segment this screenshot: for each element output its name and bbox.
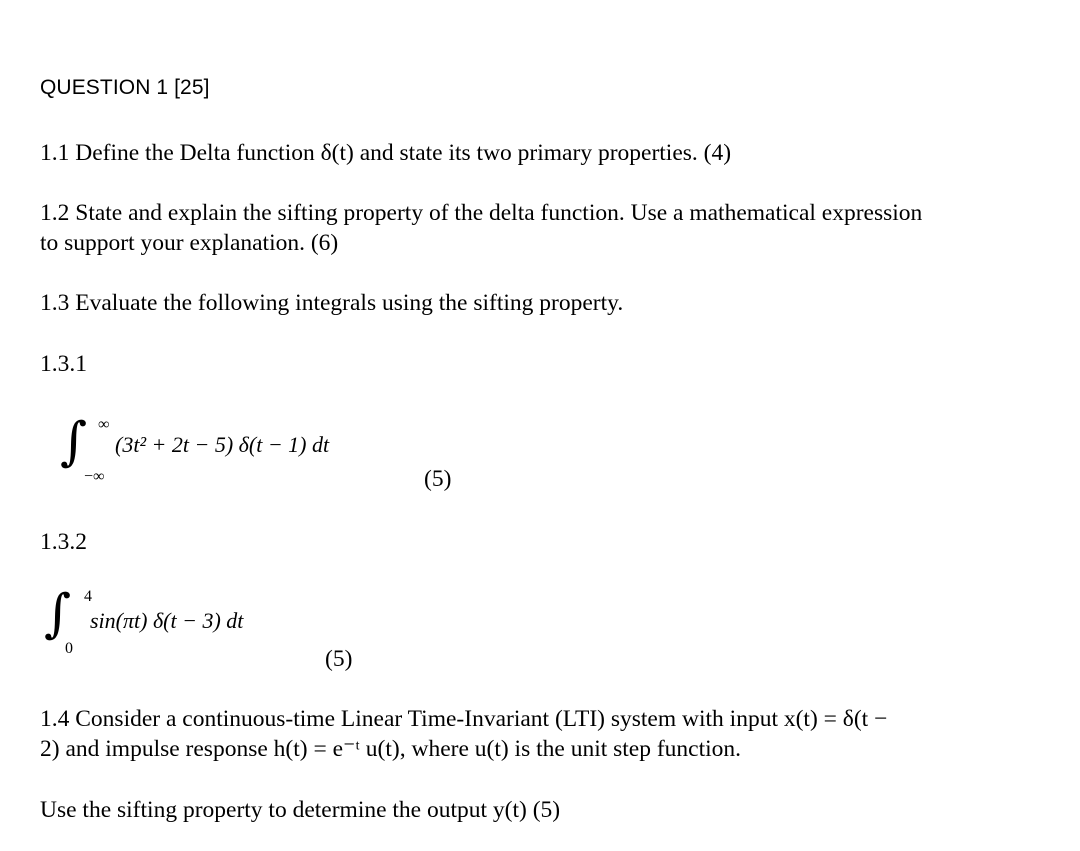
question-1-2-line-2: to support your explanation. (6) — [40, 230, 339, 256]
integrand: sin(πt) δ(t − 3) dt — [90, 608, 244, 633]
integrand: (3t² + 2t − 5) δ(t − 1) dt — [115, 432, 330, 457]
marks-1-3-1: (5) — [424, 466, 452, 492]
question-1-4-line-2: 2) and impulse response h(t) = e⁻ᵗ u(t), where u(t) is the unit step function. — [40, 736, 742, 762]
question-1-3-1-label: 1.3.1 — [40, 351, 87, 377]
question-1-4-line-1: 1.4 Consider a continuous-time Linear Time-Invariant (LTI) system with input x(t) = δ(t − — [40, 706, 888, 732]
question-1-4-instruction: Use the sifting property to determine the output y(t) (5) — [40, 797, 561, 823]
question-1-1: 1.1 Define the Delta function δ(t) and state its two primary properties. (4) — [40, 140, 732, 166]
integral-sign-icon: ∫ — [60, 412, 88, 472]
marks-1-3-2: (5) — [325, 646, 353, 672]
question-1-3: 1.3 Evaluate the following integrals using the sifting property. — [40, 290, 624, 316]
question-1-2-line-1: 1.2 State and explain the sifting property of the delta function. Use a mathematical expression — [40, 200, 923, 226]
integral-upper-limit: ∞ — [98, 416, 110, 433]
integral-lower-limit: 0 — [65, 640, 73, 657]
integral-lower-limit: −∞ — [84, 468, 105, 485]
integral-upper-limit: 4 — [84, 588, 92, 605]
question-heading: QUESTION 1 [25] — [40, 76, 210, 99]
integral-sign-icon: ∫ — [44, 584, 72, 644]
integral-1-3-1 — [60, 412, 440, 486]
integral-1-3-2 — [44, 584, 324, 658]
question-1-3-2-label: 1.3.2 — [40, 529, 87, 555]
